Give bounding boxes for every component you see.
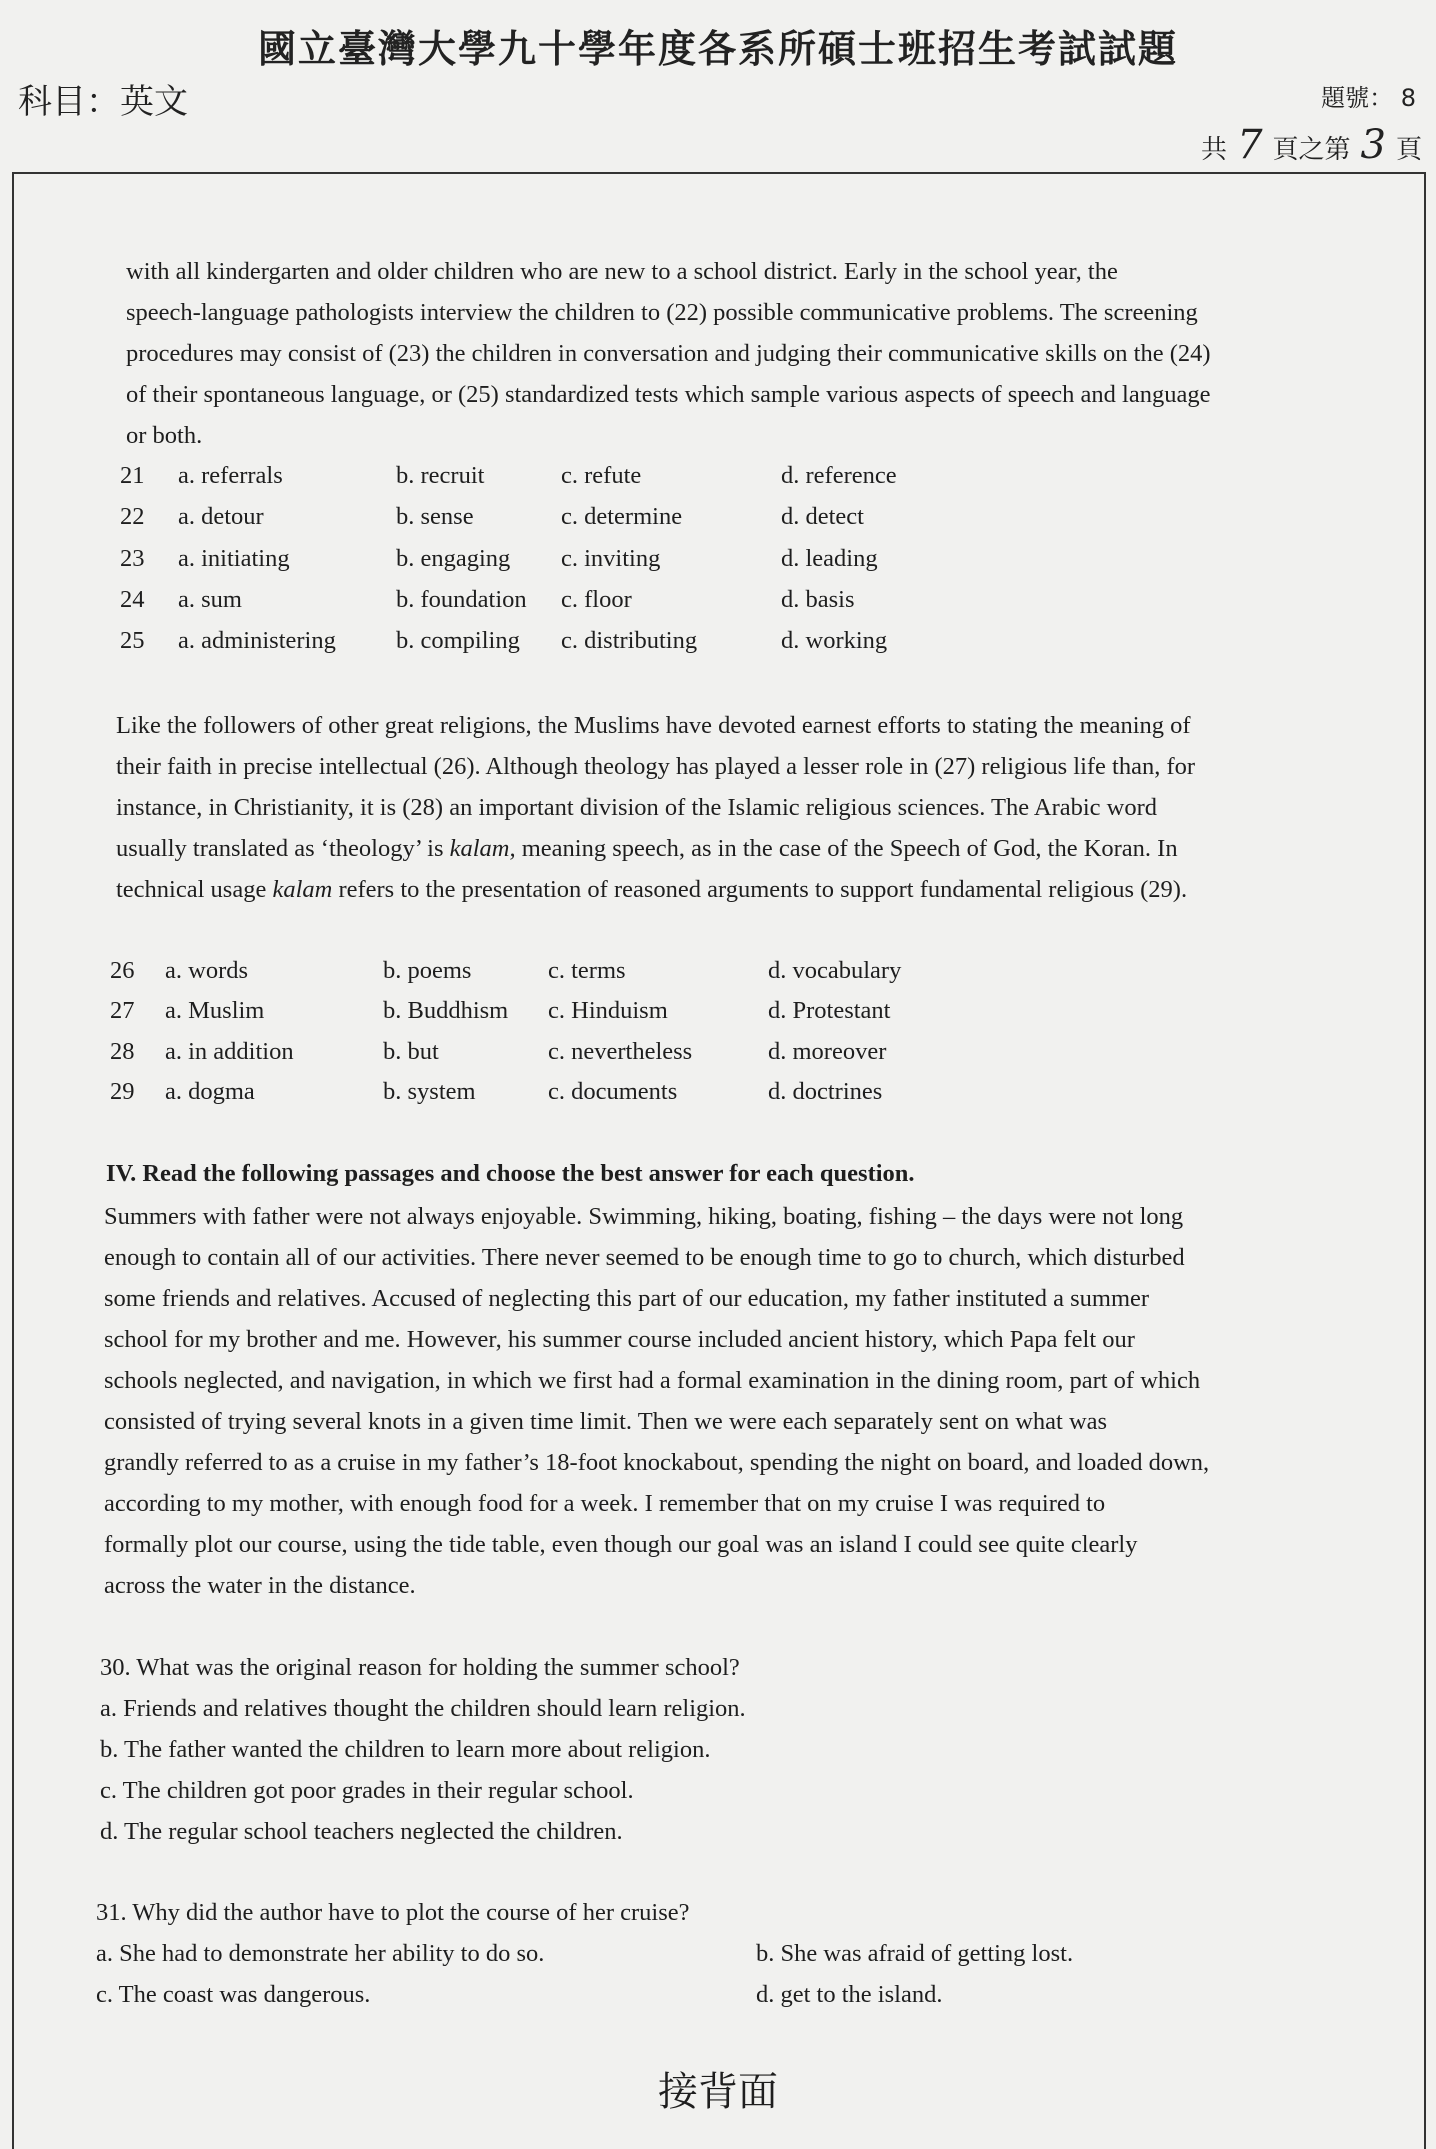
answer-option-c: c. The children got poor grades in their regular school.	[100, 1777, 634, 1804]
option-c: c. distributing	[561, 627, 698, 655]
pages-suffix: 頁	[1395, 135, 1422, 165]
passage-line: or both.	[126, 422, 203, 449]
question-30	[100, 1647, 746, 1852]
cloze-passage-2	[116, 705, 1342, 910]
passage-line: some friends and relatives. Accused of neglecting this part of our education, my father instituted a summer	[104, 1285, 1150, 1312]
option-a: a. initiating	[178, 544, 290, 572]
option-row	[110, 991, 968, 1031]
options-table-21-25	[120, 455, 981, 661]
option-a: a. dogma	[165, 1077, 255, 1105]
option-a: a. detour	[178, 503, 264, 531]
kalam-term: kalam,	[449, 835, 516, 862]
question-number-value: 8	[1400, 84, 1416, 112]
passage-line: formally plot our course, using the tide table, even though our goal was an island I could see quite clearly	[104, 1531, 1138, 1558]
passage-line: instance, in Christianity, it is (28) an important division of the Islamic religious sciences. The Arabic word	[116, 794, 1158, 821]
option-c: c. floor	[561, 585, 632, 613]
question-num: 23	[120, 544, 145, 572]
option-d: d. doctrines	[768, 1077, 883, 1105]
passage-line: procedures may consist of (23) the children in conversation and judging their communicative skills on the (24)	[126, 340, 1211, 367]
option-b: b. Buddhism	[383, 997, 509, 1025]
option-c: c. inviting	[561, 544, 661, 572]
kalam-term: kalam	[272, 876, 333, 903]
section-heading: IV. Read the following passages and choose the best answer for each question.	[106, 1160, 915, 1187]
option-a: a. sum	[178, 585, 242, 613]
pages-total: 7	[1237, 122, 1263, 168]
question-number-label: 題號：	[1321, 84, 1394, 112]
reading-passage	[104, 1196, 1344, 1606]
question-stem: 31. Why did the author have to plot the course of her cruise?	[96, 1899, 690, 1926]
passage-line: with all kindergarten and older children who are new to a school district. Early in the school year, the	[126, 258, 1118, 285]
passage-line: across the water in the distance.	[104, 1572, 416, 1599]
passage-line: Summers with father were not always enjoyable. Swimming, hiking, boating, fishing – the days were not long	[104, 1203, 1184, 1230]
option-row	[120, 455, 981, 496]
passage-line: their faith in precise intellectual (26). Although theology has played a lesser role in (27) religious life than, for	[116, 753, 1196, 780]
answer-option-d: d. get to the island.	[756, 1981, 943, 2008]
question-num: 26	[110, 957, 135, 984]
option-b: b. foundation	[396, 585, 527, 613]
passage-line: according to my mother, with enough food for a week. I remember that on my cruise I was required to	[104, 1490, 1106, 1517]
question-num: 25	[120, 627, 145, 655]
option-a: a. administering	[178, 627, 336, 655]
passage-line: school for my brother and me. However, his summer course included ancient history, which Papa felt our	[104, 1326, 1135, 1353]
question-num: 29	[110, 1077, 135, 1105]
option-row	[120, 579, 981, 620]
option-d: d. reference	[781, 462, 897, 489]
option-row	[120, 496, 981, 537]
option-row	[110, 1032, 968, 1072]
option-b: b. compiling	[396, 627, 520, 655]
option-d: d. detect	[781, 503, 864, 531]
option-c: c. documents	[548, 1077, 678, 1105]
option-a: a. words	[165, 957, 249, 984]
page-counter	[1201, 122, 1422, 168]
option-b: b. engaging	[396, 544, 511, 572]
question-stem: 30. What was the original reason for holding the summer school?	[100, 1654, 740, 1681]
passage-line: Like the followers of other great religions, the Muslims have devoted earnest efforts to stating the meaning of	[116, 712, 1191, 739]
option-c: c. Hinduism	[548, 997, 668, 1025]
question-number	[1321, 78, 1416, 113]
passage-line	[116, 828, 1342, 869]
question-num: 24	[120, 585, 145, 613]
subject-label: 科目：英文	[18, 82, 188, 122]
option-b: b. recruit	[396, 462, 485, 489]
option-d: d. Protestant	[768, 997, 891, 1025]
passage-line: grandly referred to as a cruise in my father’s 18-foot knockabout, spending the night on board, and loaded down,	[104, 1449, 1210, 1476]
options-table-26-29	[110, 951, 968, 1112]
option-row	[120, 620, 981, 661]
option-row	[110, 1072, 968, 1112]
answer-option-c: c. The coast was dangerous.	[96, 1981, 371, 2008]
option-b: b. poems	[383, 957, 472, 984]
pages-mid: 頁之第	[1272, 135, 1351, 165]
passage-line	[116, 869, 1342, 910]
question-num: 28	[110, 1037, 135, 1065]
passage-text: meaning speech, as in the case of the Speech of God, the Koran. In	[515, 835, 1178, 862]
passage-line: consisted of trying several knots in a given time limit. Then we were each separately sent on what was	[104, 1408, 1108, 1435]
question-num: 21	[120, 462, 145, 489]
pages-total-prefix: 共	[1201, 135, 1228, 165]
answer-option-d: d. The regular school teachers neglected the children.	[100, 1818, 623, 1845]
option-b: b. system	[383, 1077, 476, 1105]
question-num: 27	[110, 997, 135, 1025]
continue-on-back-note: 接背面	[658, 2069, 778, 2115]
answer-row	[96, 1933, 1073, 1974]
cloze-passage-1	[126, 251, 1342, 456]
question-31	[96, 1892, 1073, 2015]
passage-line: enough to contain all of our activities. There never seemed to be enough time to go to church, which disturbed	[104, 1244, 1185, 1271]
option-a: a. Muslim	[165, 997, 265, 1025]
option-d: d. moreover	[768, 1037, 887, 1065]
option-d: d. vocabulary	[768, 957, 902, 984]
option-d: d. leading	[781, 544, 878, 572]
option-c: c. determine	[561, 503, 683, 531]
option-c: c. refute	[561, 462, 642, 489]
passage-text: usually translated as ‘theology’ is	[116, 835, 450, 862]
option-b: b. sense	[396, 503, 474, 531]
page-current: 3	[1360, 122, 1386, 168]
passage-text: refers to the presentation of reasoned arguments to support fundamental religious (29).	[332, 876, 1188, 903]
option-d: d. basis	[781, 585, 855, 613]
option-row	[110, 951, 968, 991]
option-d: d. working	[781, 627, 888, 655]
option-c: c. nevertheless	[548, 1037, 693, 1065]
answer-option-a: a. Friends and relatives thought the children should learn religion.	[100, 1695, 746, 1722]
option-b: b. but	[383, 1037, 439, 1065]
option-a: a. referrals	[178, 462, 283, 489]
passage-line: speech-language pathologists interview the children to (22) possible communicative problems. The screening	[126, 299, 1198, 326]
option-a: a. in addition	[165, 1037, 294, 1065]
exam-title: 國立臺灣大學九十學年度各系所碩士班招生考試試題	[257, 27, 1178, 71]
question-stem-row	[96, 1892, 1073, 1933]
passage-line: schools neglected, and navigation, in which we first had a formal examination in the dining room, part of which	[104, 1367, 1201, 1394]
passage-line: of their spontaneous language, or (25) standardized tests which sample various aspects of speech and language	[126, 381, 1211, 408]
question-num: 22	[120, 503, 145, 531]
answer-row	[96, 1974, 1073, 2015]
answer-option-b: b. She was afraid of getting lost.	[756, 1940, 1074, 1967]
option-c: c. terms	[548, 957, 626, 984]
answer-option-b: b. The father wanted the children to learn more about religion.	[100, 1736, 711, 1763]
option-row	[120, 538, 981, 579]
passage-text: technical usage	[116, 876, 273, 903]
answer-option-a: a. She had to demonstrate her ability to do so.	[96, 1940, 545, 1967]
